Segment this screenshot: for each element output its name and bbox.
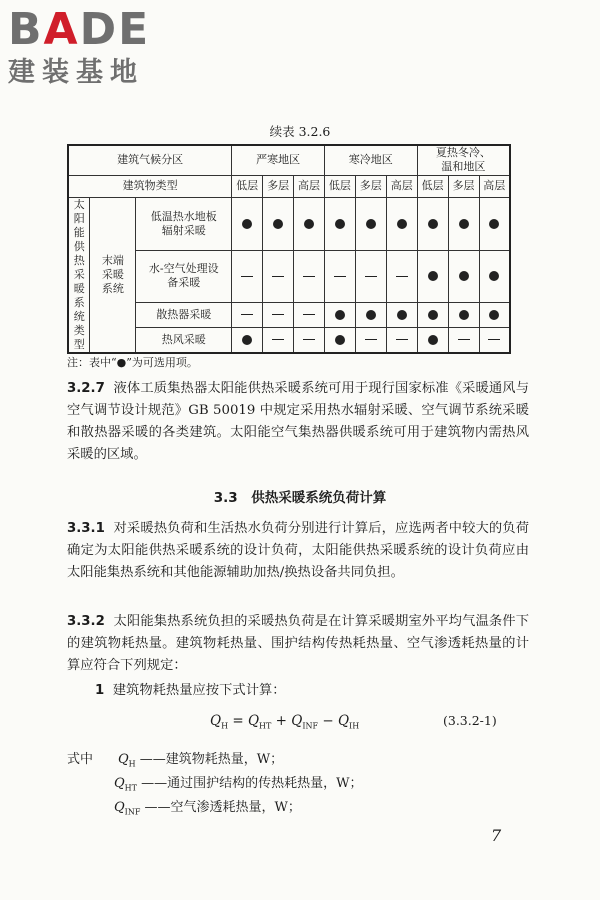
- dot-mark: [459, 271, 469, 281]
- sub-group-label: [90, 197, 136, 353]
- dot-mark: [489, 271, 499, 281]
- cell: [479, 327, 510, 352]
- cell: [479, 302, 510, 327]
- item-number: 1: [95, 683, 105, 698]
- dash-mark: [334, 276, 346, 277]
- clause-text: 太阳能集热系统负担的采暖热负荷是在计算采暖期室外平均气温条件下的建筑物耗热量。建筑物耗热量、围护结构传热耗热量、空气渗透耗热量的计算应符合下列规定：: [67, 614, 529, 673]
- definition-item: $Q_H$ ——建筑物耗热量，W；: [118, 752, 284, 769]
- cell: [263, 251, 294, 302]
- floor-level-header: 多层: [355, 175, 386, 197]
- row-label: 水-空气处理设备采暖: [136, 251, 232, 302]
- floor-level-header: 高层: [386, 175, 417, 197]
- dash-mark: [458, 339, 470, 340]
- dot-mark: [273, 219, 283, 229]
- logo: [8, 6, 150, 90]
- cell: [324, 251, 355, 302]
- dash-mark: [303, 276, 315, 277]
- table-note: 注：表中“●”为可选用项。: [67, 356, 198, 369]
- dash-mark: [303, 314, 315, 315]
- cell: [232, 197, 263, 251]
- cell: [324, 302, 355, 327]
- dot-mark: [459, 310, 469, 320]
- dot-mark: [335, 219, 345, 229]
- definition-item: $Q_{INF}$ ——空气渗透耗热量，W；: [114, 800, 301, 817]
- clause-number: 3.2.7: [67, 381, 105, 396]
- dot-mark: [397, 310, 407, 320]
- cell: [386, 197, 417, 251]
- dash-mark: [303, 339, 315, 340]
- clause-text: 对采暖热负荷和生活热水负荷分别进行计算后，应选两者中较大的负荷确定为太阳能供热采暖系统的设计负荷，太阳能供热采暖系统的设计负荷应由太阳能集热系统和其他能源辅助加热/换热设备共同负担。: [67, 521, 529, 580]
- cell: [479, 197, 510, 251]
- logo-tagline: 建装基地: [8, 57, 144, 88]
- dot-mark: [459, 219, 469, 229]
- floor-level-header: 高层: [479, 175, 510, 197]
- floor-level-header: 高层: [294, 175, 325, 197]
- cell: [263, 302, 294, 327]
- cell: [263, 327, 294, 352]
- item-1: [95, 680, 515, 702]
- header-zone: 建筑气候分区: [68, 145, 232, 175]
- cell: [232, 302, 263, 327]
- dot-mark: [335, 335, 345, 345]
- zone-header: 严寒地区: [232, 145, 325, 175]
- dash-mark: [272, 276, 284, 277]
- cell: [324, 197, 355, 251]
- dash-mark: [272, 314, 284, 315]
- cell: [417, 251, 448, 302]
- dot-mark: [428, 271, 438, 281]
- dot-mark: [428, 335, 438, 345]
- cell: [386, 251, 417, 302]
- dot-mark: [489, 219, 499, 229]
- dash-mark: [396, 339, 408, 340]
- dash-mark: [365, 276, 377, 277]
- cell: [324, 327, 355, 352]
- zone-header: 寒冷地区: [324, 145, 417, 175]
- dash-mark: [488, 339, 500, 340]
- cell: [232, 327, 263, 352]
- cell: [448, 251, 479, 302]
- cell: [294, 197, 325, 251]
- floor-level-header: 低层: [232, 175, 263, 197]
- floor-level-header: 低层: [417, 175, 448, 197]
- floor-level-header: 多层: [263, 175, 294, 197]
- dot-mark: [335, 310, 345, 320]
- dot-mark: [242, 335, 252, 345]
- dot-mark: [428, 219, 438, 229]
- clause-number: 3.3.2: [67, 614, 105, 629]
- header-building-type: 建筑物类型: [68, 175, 232, 197]
- logo-wordmark: BADE: [8, 4, 151, 55]
- cell: [294, 327, 325, 352]
- dot-mark: [304, 219, 314, 229]
- cell: [294, 251, 325, 302]
- cell: [448, 197, 479, 251]
- dot-mark: [397, 219, 407, 229]
- clause-3-3-2: [67, 611, 529, 677]
- zone-header: 夏热冬冷、温和地区: [417, 145, 510, 175]
- cell: [355, 302, 386, 327]
- section-title: 3.3 供热采暖系统负荷计算: [213, 490, 387, 506]
- equation: $Q_H = Q_{HT} + Q_{INF} - Q_{IH}$: [210, 713, 360, 731]
- cell: [355, 197, 386, 251]
- row-group-label: [68, 197, 90, 353]
- cell: [479, 251, 510, 302]
- floor-level-header: 多层: [448, 175, 479, 197]
- cell: [263, 197, 294, 251]
- dot-mark: [428, 310, 438, 320]
- climate-zone-table: [67, 144, 511, 354]
- item-text: 建筑物耗热量应按下式计算：: [112, 683, 286, 698]
- row-label: 散热器采暖: [136, 302, 232, 327]
- cell: [355, 327, 386, 352]
- cell: [386, 327, 417, 352]
- row-label: 热风采暖: [136, 327, 232, 352]
- dot-mark: [489, 310, 499, 320]
- cell: [355, 251, 386, 302]
- page-number: 7: [491, 826, 502, 845]
- dash-mark: [365, 339, 377, 340]
- cell: [294, 302, 325, 327]
- cell: [417, 302, 448, 327]
- dash-mark: [272, 339, 284, 340]
- floor-level-header: 低层: [324, 175, 355, 197]
- clause-number: 3.3.1: [67, 521, 105, 536]
- row-group-text: 太阳能供热采暖系统类型: [73, 197, 85, 351]
- dash-mark: [241, 314, 253, 315]
- dot-mark: [242, 219, 252, 229]
- definition-item: $Q_{HT}$ ——通过围护结构的传热耗热量，W；: [114, 776, 363, 793]
- cell: [417, 197, 448, 251]
- equation-number: (3.3.2-1): [443, 713, 497, 728]
- dash-mark: [396, 276, 408, 277]
- sub-group-text: 末端采暖系统: [101, 253, 124, 295]
- cell: [386, 302, 417, 327]
- definitions-prefix: 式中: [67, 752, 94, 767]
- cell: [448, 327, 479, 352]
- table-caption: 续表 3.2.6: [269, 124, 331, 139]
- dash-mark: [241, 276, 253, 277]
- cell: [232, 251, 263, 302]
- clause-3-2-7: [67, 378, 529, 466]
- cell: [417, 327, 448, 352]
- clause-text: 液体工质集热器太阳能供热采暖系统可用于现行国家标准《采暖通风与空气调节设计规范》GB 50019 中规定采用热水辐射采暖、空气调节系统采暖和散热器采暖的各类建筑。太阳能空气集热器供暖系统可用于建筑物内需热风采暖的区域。: [67, 381, 529, 462]
- cell: [448, 302, 479, 327]
- clause-3-3-1: [67, 518, 529, 584]
- dot-mark: [366, 310, 376, 320]
- dot-mark: [366, 219, 376, 229]
- row-label: 低温热水地板辐射采暖: [136, 197, 232, 251]
